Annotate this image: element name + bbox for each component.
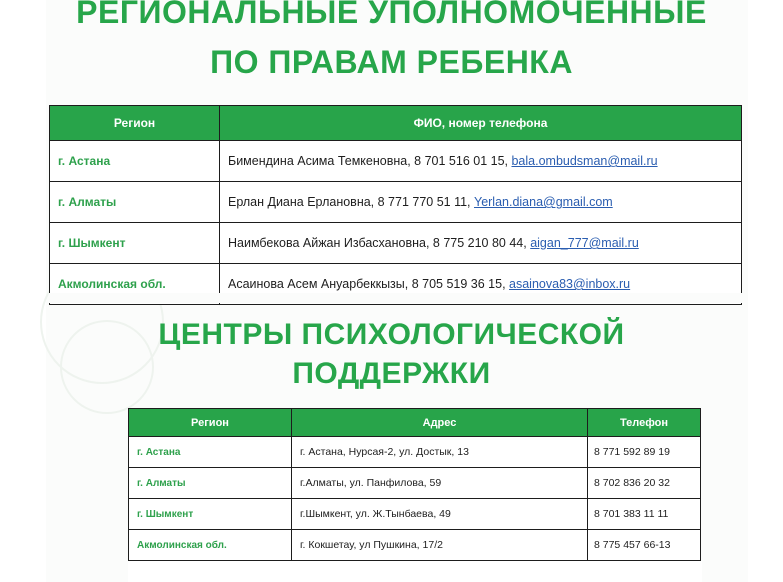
phone-cell: 8 702 836 20 32 [588, 468, 701, 499]
table-row [50, 182, 742, 223]
email-link[interactable]: asainova83@inbox.ru [509, 277, 631, 291]
table-header-row [129, 409, 701, 437]
table-crop-edge [49, 293, 743, 303]
support-centers-table [128, 408, 701, 561]
phone-cell: 8 771 592 89 19 [588, 437, 701, 468]
column-header-region: Регион [50, 106, 220, 141]
ombudsman-table [49, 105, 742, 305]
table-row [129, 437, 701, 468]
address-cell: г. Астана, Нурсая-2, ул. Достык, 13 [292, 437, 588, 468]
section1-title-line2: ПО ПРАВАМ РЕБЕНКА [210, 44, 573, 80]
table-row [129, 499, 701, 530]
table-row [129, 530, 701, 561]
contact-text: Бимендина Асима Темкеновна, 8 701 516 01 15, [228, 154, 512, 168]
column-header-contact: ФИО, номер телефона [220, 106, 742, 141]
contact-text: Наимбекова Айжан Избасхановна, 8 775 210 80 44, [228, 236, 531, 250]
column-header-address: Адрес [292, 409, 588, 437]
email-link[interactable]: aigan_777@mail.ru [530, 236, 639, 250]
region-cell: г. Астана [50, 141, 220, 182]
section1-title-line1: РЕГИОНАЛЬНЫЕ УПОЛНОМОЧЕННЫЕ [76, 0, 707, 30]
address-cell: г.Алматы, ул. Панфилова, 59 [292, 468, 588, 499]
contact-cell [220, 182, 742, 223]
table-row [50, 141, 742, 182]
region-cell: г. Астана [129, 437, 292, 468]
region-cell: Акмолинская обл. [50, 264, 220, 305]
table-row [129, 468, 701, 499]
contact-cell [220, 223, 742, 264]
email-link[interactable]: Yerlan.diana@gmail.com [474, 195, 613, 209]
phone-cell: 8 701 383 11 11 [588, 499, 701, 530]
region-cell: Акмолинская обл. [129, 530, 292, 561]
region-cell: г. Алматы [129, 468, 292, 499]
region-cell: г. Алматы [50, 182, 220, 223]
region-cell: г. Шымкент [129, 499, 292, 530]
table-crop-edge [128, 561, 702, 582]
section2-title-line2: ПОДДЕРЖКИ [292, 357, 491, 390]
address-cell: г. Кокшетау, ул Пушкина, 17/2 [292, 530, 588, 561]
contact-text: Асаинова Асем Ануарбеккызы, 8 705 519 36 15, [228, 277, 510, 291]
table-header-row [50, 106, 742, 141]
phone-cell: 8 775 457 66-13 [588, 530, 701, 561]
email-link[interactable]: bala.ombudsman@mail.ru [511, 154, 658, 168]
column-header-phone: Телефон [588, 409, 701, 437]
section2-title-line1: ЦЕНТРЫ ПСИХОЛОГИЧЕСКОЙ [158, 318, 625, 351]
contact-cell [220, 141, 742, 182]
contact-text: Ерлан Диана Ерлановна, 8 771 770 51 11, [228, 195, 474, 209]
region-cell: г. Шымкент [50, 223, 220, 264]
column-header-region: Регион [129, 409, 292, 437]
table-row [50, 223, 742, 264]
address-cell: г.Шымкент, ул. Ж.Тынбаева, 49 [292, 499, 588, 530]
